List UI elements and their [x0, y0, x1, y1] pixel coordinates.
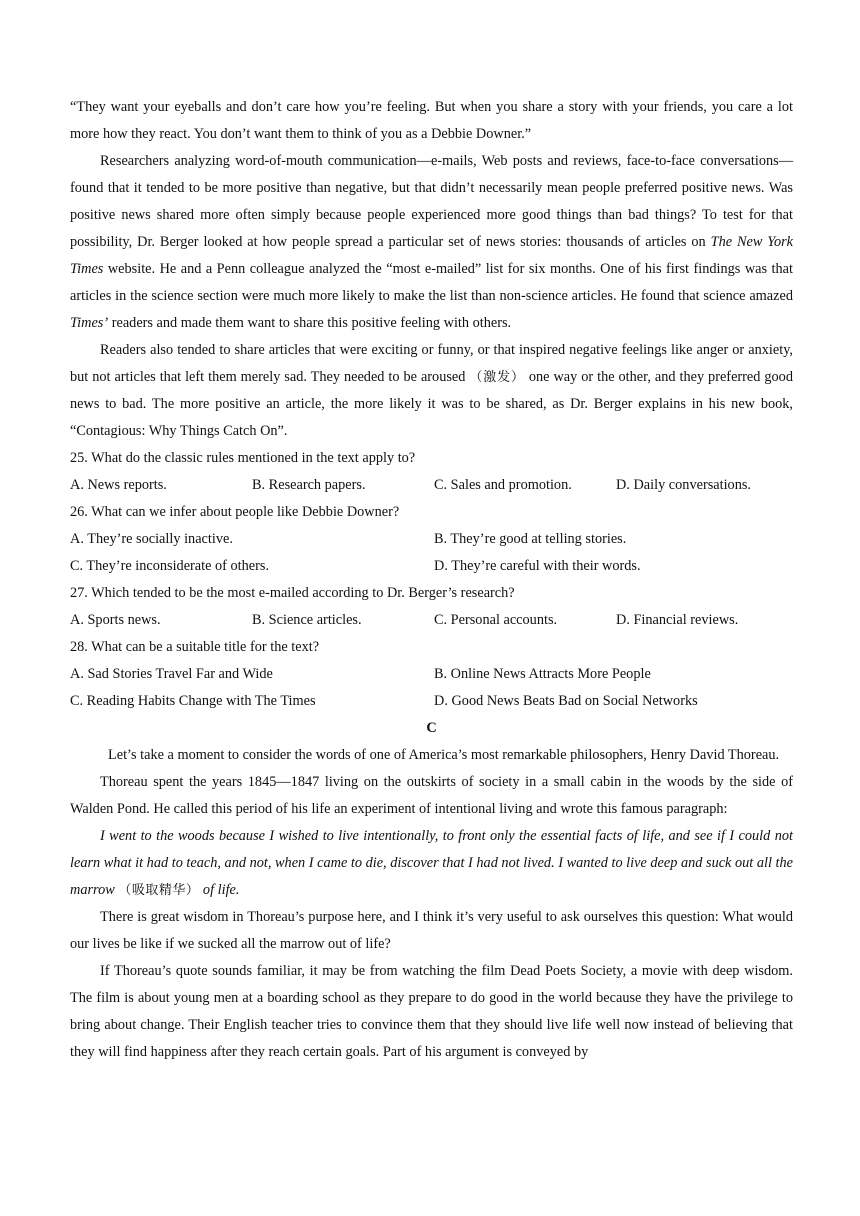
- option-b: B. Research papers.: [252, 477, 366, 493]
- question-stem: 25. What do the classic rules mentioned in the text apply to?: [70, 450, 416, 466]
- text-segment: Readers also tended to share articles that were exciting or funny, or that inspired negative feelings like anger or anxiety, but not articles that left them merely sad. They needed to be aroused: [70, 342, 793, 385]
- option-d: D. They’re careful with their words.: [434, 558, 641, 574]
- question-25: [70, 445, 793, 499]
- option-c: C. Sales and promotion.: [434, 477, 572, 493]
- thoreau-quote: [70, 823, 793, 904]
- paragraph-wisdom: There is great wisdom in Thoreau’s purpose here, and I think it’s very useful to ask ourselves this question: What would our lives be like if we sucked all the marrow out of life?: [70, 909, 793, 952]
- options-row: [70, 526, 793, 553]
- section-heading-c: C: [426, 720, 437, 736]
- option-d: D. Good News Beats Bad on Social Networks: [434, 693, 698, 709]
- paragraph-debbie-downer-quote: “They want your eyeballs and don’t care how you’re feeling. But when you share a story with your friends, you care a lot more how they react. You don’t want them to think of you as a Debbie Downer.”: [70, 99, 793, 142]
- option-c: C. They’re inconsiderate of others.: [70, 558, 270, 574]
- option-b: B. Science articles.: [252, 612, 362, 628]
- option-a: A. They’re socially inactive.: [70, 531, 233, 547]
- option-c: C. Reading Habits Change with The Times: [70, 693, 316, 709]
- chinese-gloss: （激发）: [469, 370, 525, 385]
- option-a: A. Sad Stories Travel Far and Wide: [70, 666, 273, 682]
- option-a: A. News reports.: [70, 477, 167, 493]
- paragraph-dead-poets-society: If Thoreau’s quote sounds familiar, it may be from watching the film Dead Poets Society, a movie with deep wisdom. The film is about young men at a boarding school as they prepare to do good in the world because they have the privilege to bring about change. Their English teacher tries to convince them that they should live life well now instead of believing that they will find happiness after they reach certain goals. Part of his argument is conveyed by: [70, 963, 793, 1060]
- option-d: D. Financial reviews.: [616, 612, 739, 628]
- text-segment: Researchers analyzing word-of-mouth communication—e-mails, Web posts and reviews, face-to-face conversations—found that it tended to be more positive than negative, but that didn’t necessarily mean people preferred positive news. Was positive news shared more often simply because people experienced more good things than bad things? To test for that possibility, Dr. Berger looked at how people spread a particular set of news stories: thousands of articles on: [70, 153, 793, 250]
- paragraph-thoreau-intro: Let’s take a moment to consider the words of one of America’s most remarkable philosophers, Henry David Thoreau.: [108, 747, 780, 763]
- options-row: [70, 661, 793, 688]
- text-segment: I went to the woods because I wished to live intentionally, to front only the essential facts of life, and see if I could not learn what it had to teach, and not, when I came to die, discover that I had not lived. I wanted to live deep and suck out all the marrow: [70, 828, 793, 898]
- question-28: [70, 634, 793, 715]
- italic-times: Times’: [70, 315, 109, 331]
- options-row: [70, 688, 793, 715]
- options-row: [70, 553, 793, 580]
- question-26: [70, 499, 793, 580]
- options-row: [70, 607, 793, 634]
- option-a: A. Sports news.: [70, 612, 161, 628]
- question-stem: 28. What can be a suitable title for the text?: [70, 639, 320, 655]
- question-27: [70, 580, 793, 634]
- text-segment: readers and made them want to share this positive feeling with others.: [108, 315, 512, 331]
- option-d: D. Daily conversations.: [616, 477, 751, 493]
- document-page: [70, 94, 793, 1066]
- option-b: B. Online News Attracts More People: [434, 666, 651, 682]
- question-stem: 27. Which tended to be the most e-mailed according to Dr. Berger’s research?: [70, 585, 515, 601]
- text-segment: of life.: [199, 882, 240, 898]
- option-b: B. They’re good at telling stories.: [434, 531, 627, 547]
- text-segment: one way or the other, and they preferred good news to bad. The more positive an article, the more likely it was to be shared, as Dr. Berger explains in his new book, “Contagious: Why Things Catch On”.: [70, 369, 793, 439]
- text-segment: website. He and a Penn colleague analyzed the “most e-mailed” list for six months. One of his first findings was that articles in the science section were much more likely to make the list than non-science articles. He found that science amazed: [70, 261, 793, 304]
- paragraph-researchers: [70, 148, 793, 337]
- italic-newspaper-title: The New York Times: [70, 234, 793, 277]
- chinese-gloss: （吸取精华）: [118, 883, 200, 898]
- paragraph-walden-pond: Thoreau spent the years 1845—1847 living on the outskirts of society in a small cabin in the woods by the side of Walden Pond. He called this period of his life an experiment of intentional living and wrote this famous paragraph:: [70, 774, 793, 817]
- options-row: [70, 472, 793, 499]
- option-c: C. Personal accounts.: [434, 612, 558, 628]
- question-stem: 26. What can we infer about people like Debbie Downer?: [70, 504, 400, 520]
- paragraph-readers: [70, 337, 793, 445]
